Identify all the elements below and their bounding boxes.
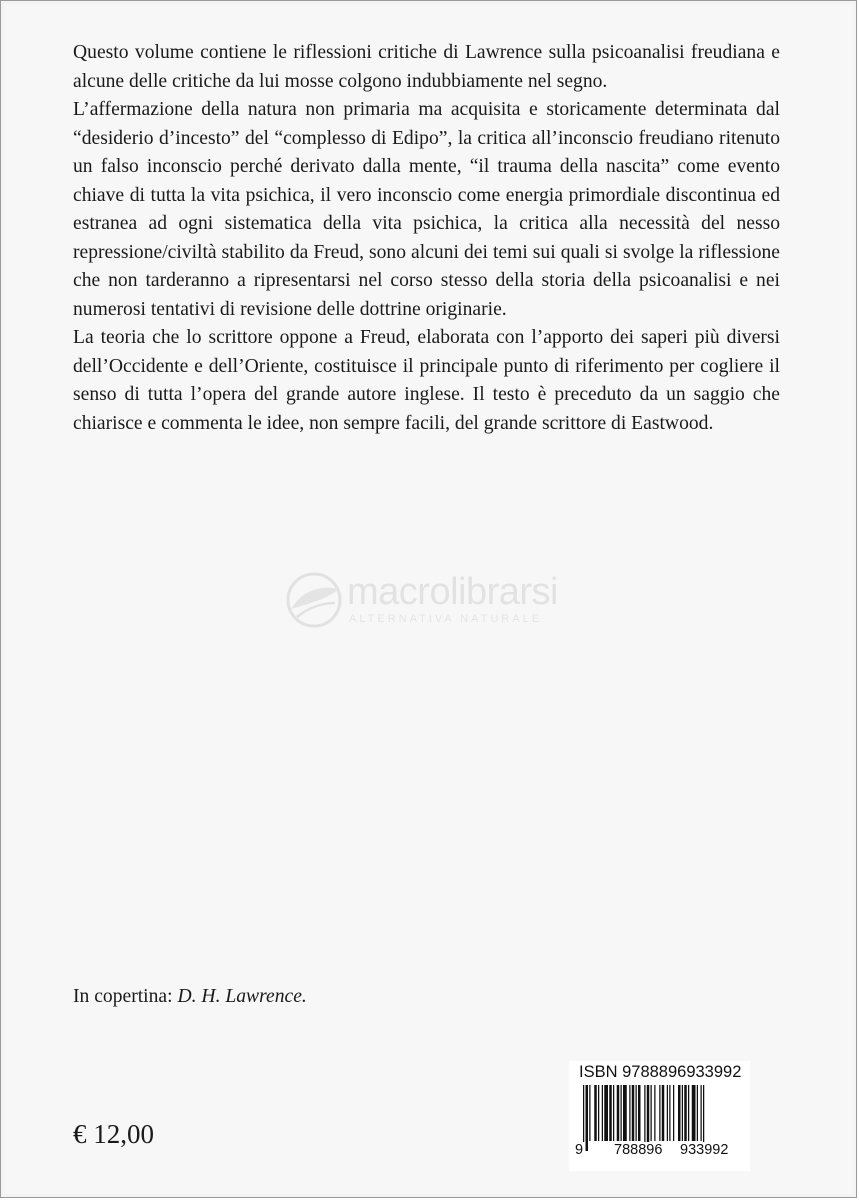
barcode-bar [678,1085,681,1141]
barcode-bar [629,1085,630,1141]
barcode-bar [589,1085,590,1141]
barcode-bar [673,1085,674,1141]
barcode-bar [662,1085,665,1141]
leaf-circle-logo-icon [283,569,345,631]
barcode-bar [586,1085,589,1151]
barcode-bar [692,1085,696,1141]
barcode-digits-right: 933992 [680,1142,729,1158]
barcode-bar [697,1085,698,1141]
barcode-bar [688,1085,689,1141]
barcode-bar [638,1085,641,1141]
barcode-bar [598,1085,599,1141]
watermark-tagline: ALTERNATIVA NATURALE [349,613,543,625]
barcode-bar [617,1085,620,1141]
barcode-digits-left: 788896 [614,1142,663,1158]
barcode-bar [659,1085,660,1141]
watermark-brand: macrolibrarsi [347,571,558,613]
barcode-bar [609,1085,612,1141]
barcode-bar [632,1085,635,1141]
barcode-bar [594,1085,597,1141]
blurb-text [73,39,780,438]
barcode-bar [654,1085,655,1141]
barcode-digit-first: 9 [575,1142,584,1158]
isbn-label: ISBN 9788896933992 [579,1063,742,1081]
cover-credit-prefix: In copertina: [73,986,178,1007]
watermark [283,565,593,635]
barcode-bar [621,1085,622,1141]
barcode-bar [613,1085,614,1141]
barcode-bar [636,1085,637,1141]
blurb-paragraph-2: L’affermazione della natura non primaria ma acquisita e storicamente determinata dal “desiderio d’incesto” del “complesso di Edipo”, la critica all’inconscio freudiano ritenuto un falso inconscio perché derivato dalla mente, “il trauma della nascita” come evento chiave di tutta la vita psichica, il vero inconscio come energia primordiale discontinua ed estranea ad ogni sistematica della vita psichica, la critica alla necessità del nesso repressione/civiltà stabilito da Freud, sono alcuni dei temi sui quali si svolge la riflessione che non tarderanno a ripresentarsi nel corso stesso della storia della psicoanalisi e nei numerosi tentativi di revisione delle dottrine originarie. [73,99,780,320]
barcode-bar [602,1085,603,1141]
cover-credit [73,986,307,1008]
barcode-bar [701,1085,702,1141]
barcode-bar [669,1085,670,1141]
barcode-bar [684,1085,687,1141]
cover-credit-name: D. H. Lawrence. [177,986,307,1007]
blurb-paragraph-1: Questo volume contiene le riflessioni critiche di Lawrence sulla psicoanalisi freudiana e alcune delle critiche da lui mosse colgono indubbiamente nel segno. [73,42,780,92]
barcode-bar [682,1085,683,1141]
barcode-bar [623,1085,627,1141]
barcode-bar [604,1085,608,1141]
blurb-paragraph-3: La teoria che lo scrittore oppone a Freud, elaborata con l’apporto dei saperi più diversi dell’Occidente e dell’Oriente, costituisce il principale punto di riferimento per cogliere il senso di tutta l’opera del grande autore inglese. Il testo è preceduto da un saggio che chiarisce e commenta le idee, non sempre facili, del grande scrittore di Eastwood. [73,327,780,434]
barcode-bar [651,1085,652,1141]
price-label: € 12,00 [73,1119,154,1149]
barcode-bar [667,1085,668,1141]
